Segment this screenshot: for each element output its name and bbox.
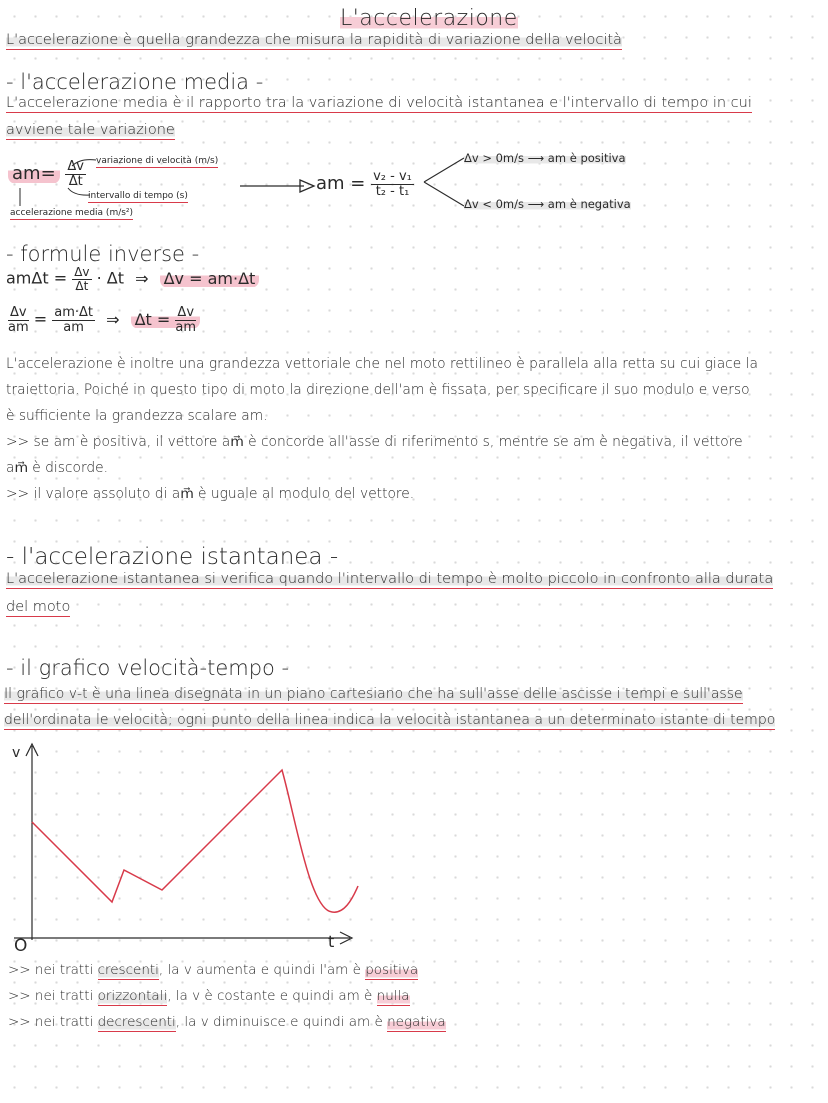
f2-frac [52,306,95,334]
grafico-line-1: Il grafico v-t è una linea disegnata in un piano cartesiano che ha sull'asse delle ascisse i tempi e sull'asse [4,686,743,702]
f2-num: am·Δt [54,305,93,320]
note-key: decrescenti [97,1014,176,1030]
f1-num: Δv [74,265,90,279]
f2-result-frac [175,306,196,334]
label-variazione-velocita: variazione di velocità (m/s) [96,156,219,166]
f2-lhs-num: Δv [10,305,27,320]
media-text-1: L'accelerazione media è il rapporto tra la variazione di velocità istantanea e l'intervallo di tempo in cui [6,95,752,111]
f1-lhs: amΔt = [6,268,68,288]
vector-line-1: L'accelerazione è inoltre una grandezza vettoriale che nel moto rettilineo è parallela alla retta su cui giace la [6,356,758,372]
heading-istantanea: - l'accelerazione istantanea - [6,544,339,570]
note-mid: , la v aumenta e quindi l'am è [158,962,366,978]
arrow-right-icon [238,178,318,194]
note-key: crescenti [97,962,159,978]
axis-label-v: v [12,745,21,761]
f2-result [131,305,200,335]
axis-label-t: t [328,932,335,951]
axis-origin: O [14,936,28,956]
note-decrescenti [8,1014,446,1030]
formula-am-den: Δt [68,173,83,189]
note-prefix: >> nei tratti [8,988,98,1004]
note-mid: , la v diminuisce e quindi am è [175,1014,388,1030]
formula-am-lhs: am= [8,163,60,184]
heading-grafico: - il grafico velocità-tempo - [6,656,290,680]
inverse-formula-1 [6,266,259,292]
f1-frac [72,266,91,292]
f2-lhs-frac [8,306,29,334]
formula-am-num: Δv [67,159,84,174]
label-accelerazione-media: accelerazione media (m/s²) [10,208,134,218]
note-result: nulla [376,988,410,1004]
f1-den: Δt [75,278,89,293]
definition: L'accelerazione è quella grandezza che misura la rapidità di variazione della velocità [6,32,622,48]
note-crescenti [8,962,418,978]
grafico-line-2: dell'ordinata le velocità; ogni punto della linea indica la velocità istantanea a un determinato istante di tempo [4,712,776,728]
note-prefix: >> nei tratti [8,1014,98,1030]
vector-line-4: >> se am è positiva, il vettore am⃗ è concorde all'asse di riferimento s, mentre se am è negativa, il vettore [6,434,743,450]
vector-line-5: am⃗ è discorde. [6,460,109,476]
branch-lines [420,150,470,212]
f2-lhs-den: am [8,319,29,335]
formula2-den: t₂ - t₁ [375,183,410,199]
vector-line-6: >> il valore assoluto di am⃗ è uguale al modulo del vettore. [6,486,415,502]
case-negative: Δv < 0m/s ⟶ am è negativa [464,197,631,211]
label-intervallo-tempo: intervallo di tempo (s) [88,191,188,201]
f2-eq: = [33,309,48,329]
formula-am-2 [316,170,414,198]
istantanea-line-1: L'accelerazione istantanea si verifica quando l'intervallo di tempo è molto piccolo in confronto alla durata [6,571,774,587]
vector-line-3: è sufficiente la grandezza scalare am. [6,408,268,424]
formula2-frac [371,170,414,198]
velocity-line [32,770,358,912]
case-positive: Δv > 0m/s ⟶ am è positiva [464,151,626,165]
istantanea-line-2: del moto [6,599,71,615]
f1-mult: · Δt [96,268,124,288]
page-title: L'accelerazione [340,6,518,31]
f2-result-lhs: Δt = [134,309,171,329]
heading-inverse: - formule inverse - [6,242,200,266]
vt-graph [0,740,370,962]
inverse-formula-2 [8,306,200,334]
note-result: positiva [365,962,419,978]
f1-result: Δv = am·Δt [160,269,260,288]
formula-connector-lines [0,150,100,220]
formula2-lhs: am = [316,173,366,195]
f1-arrow: ⇒ [135,268,149,288]
formula2-num: v₂ - v₁ [373,169,412,184]
heading-media: - l'accelerazione media - [6,70,264,94]
media-text-2: avviene tale variazione [6,122,175,138]
note-orizzontali [8,988,410,1004]
note-key: orizzontali [97,988,168,1004]
f2-result-num: Δv [177,305,195,320]
note-prefix: >> nei tratti [8,962,98,978]
f2-arrow: ⇒ [106,309,120,329]
vector-line-2: traiettoria. Poiché in questo tipo di moto la direzione dell'am è fissata, per specificare il suo modulo e verso [6,382,750,398]
f2-result-den: am [175,319,197,335]
f2-den: am [63,319,84,335]
note-mid: , la v è costante e quindi am è [167,988,377,1004]
note-result: negativa [387,1014,446,1030]
